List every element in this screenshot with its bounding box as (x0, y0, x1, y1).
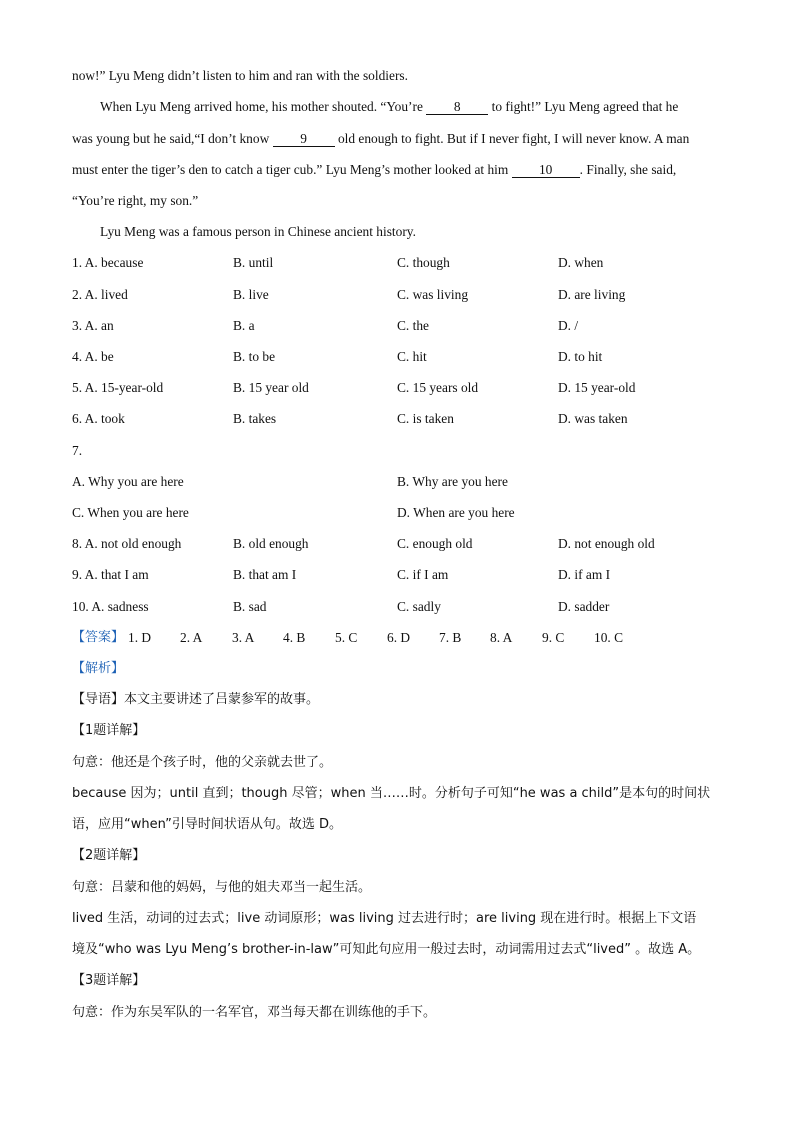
text-segment: When Lyu Meng arrived home, his mother shouted. “You’re (100, 99, 427, 114)
option-d: D. sadder (558, 599, 610, 614)
option-d: D. to hit (558, 349, 603, 364)
option-c: C. enough old (397, 536, 473, 551)
option-a: 4. A. be (72, 349, 114, 364)
analysis-heading: 【解析】 (72, 661, 125, 676)
option-b: B. Why are you here (397, 474, 508, 489)
option-a: 8. A. not old enough (72, 536, 182, 551)
passage-line (72, 130, 689, 148)
option-a: 1. A. because (72, 255, 144, 270)
option-c: C. the (397, 318, 429, 333)
option-d: D. not enough old (558, 536, 655, 551)
passage-line: now!” Lyu Meng didn’t listen to him and ran with the soldiers. (72, 68, 408, 83)
blank-10: 10 (512, 163, 580, 178)
question-7-number: 7. (72, 443, 83, 458)
answer-item: 10. C (594, 630, 624, 645)
q2-explanation: lived 生活，动词的过去式；live 动词原形；was living 过去进行时；are living 现在进行时。根据上下文语 (72, 911, 697, 926)
option-c: C. sadly (397, 599, 441, 614)
option-a: 10. A. sadness (72, 599, 149, 614)
q1-explanation: because 因为；until 直到；though 尽管；when 当……时。分析句子可知“he was a child”是本句的时间状 (72, 786, 711, 801)
option-a: 5. A. 15-year-old (72, 380, 164, 395)
option-b: B. old enough (233, 536, 309, 551)
option-c: C. if I am (397, 567, 449, 582)
option-c: C. is taken (397, 411, 454, 426)
blank-8: 8 (426, 100, 488, 115)
option-d: D. was taken (558, 411, 628, 426)
q1-explanation: 语，应用“when”引导时间状语从句。故选 D。 (72, 817, 343, 832)
option-b: B. live (233, 287, 269, 302)
option-b: B. to be (233, 349, 276, 364)
answer-item: 5. C (335, 630, 358, 645)
option-d: D. are living (558, 287, 626, 302)
option-c: C. though (397, 255, 450, 270)
option-c: C. 15 years old (397, 380, 479, 395)
option-b: B. 15 year old (233, 380, 309, 395)
answer-item: 4. B (283, 630, 306, 645)
option-a: 3. A. an (72, 318, 114, 333)
q2-meaning: 句意：吕蒙和他的妈妈，与他的姐夫邓当一起生活。 (72, 880, 372, 895)
text-segment: was young but he said,“I don’t know (72, 131, 273, 146)
option-d: D. / (558, 318, 579, 333)
q2-heading: 【2题详解】 (72, 848, 146, 863)
q1-heading: 【1题详解】 (72, 723, 146, 738)
answer-item: 7. B (439, 630, 462, 645)
option-c: C. When you are here (72, 505, 189, 520)
answer-item: 8. A (490, 630, 513, 645)
answer-label: 【答案】 (72, 630, 125, 645)
option-d: D. 15 year-old (558, 380, 636, 395)
text-segment: . Finally, she said, (579, 162, 677, 177)
text-segment: old enough to fight. But if I never fight, I will never know. A man (334, 131, 690, 146)
answer-item: 3. A (232, 630, 255, 645)
option-a: 6. A. took (72, 411, 125, 426)
answer-item: 9. C (542, 630, 565, 645)
passage-line: Lyu Meng was a famous person in Chinese ancient history. (100, 224, 416, 239)
q3-heading: 【3题详解】 (72, 973, 146, 988)
passage-line (100, 98, 678, 116)
option-d: D. when (558, 255, 604, 270)
answer-item: 1. D (128, 630, 152, 645)
option-b: B. that am I (233, 567, 297, 582)
option-d: D. if am I (558, 567, 611, 582)
option-a: 2. A. lived (72, 287, 128, 302)
option-c: C. was living (397, 287, 469, 302)
option-b: B. a (233, 318, 255, 333)
answer-item: 2. A (180, 630, 203, 645)
q3-meaning: 句意：作为东吴军队的一名军官，邓当每天都在训练他的手下。 (72, 1005, 437, 1020)
blank-9: 9 (273, 132, 335, 147)
q2-explanation: 境及“who was Lyu Meng’s brother-in-law”可知此句应用一般过去时，动词需用过去式“lived” 。故选 A。 (72, 942, 701, 957)
option-b: B. sad (233, 599, 267, 614)
q1-meaning: 句意：他还是个孩子时，他的父亲就去世了。 (72, 755, 333, 770)
option-a: 9. A. that I am (72, 567, 149, 582)
text-segment: must enter the tiger’s den to catch a tiger cub.” Lyu Meng’s mother looked at him (72, 162, 512, 177)
answer-item: 6. D (387, 630, 411, 645)
option-b: B. until (233, 255, 274, 270)
passage-line: “You’re right, my son.” (72, 193, 199, 208)
passage-line (72, 161, 676, 179)
option-a: A. Why you are here (72, 474, 184, 489)
option-c: C. hit (397, 349, 427, 364)
guide-text: 【导语】本文主要讲述了吕蒙参军的故事。 (72, 692, 320, 707)
option-b: B. takes (233, 411, 277, 426)
option-d: D. When are you here (397, 505, 515, 520)
text-segment: to fight!” Lyu Meng agreed that he (488, 99, 679, 114)
